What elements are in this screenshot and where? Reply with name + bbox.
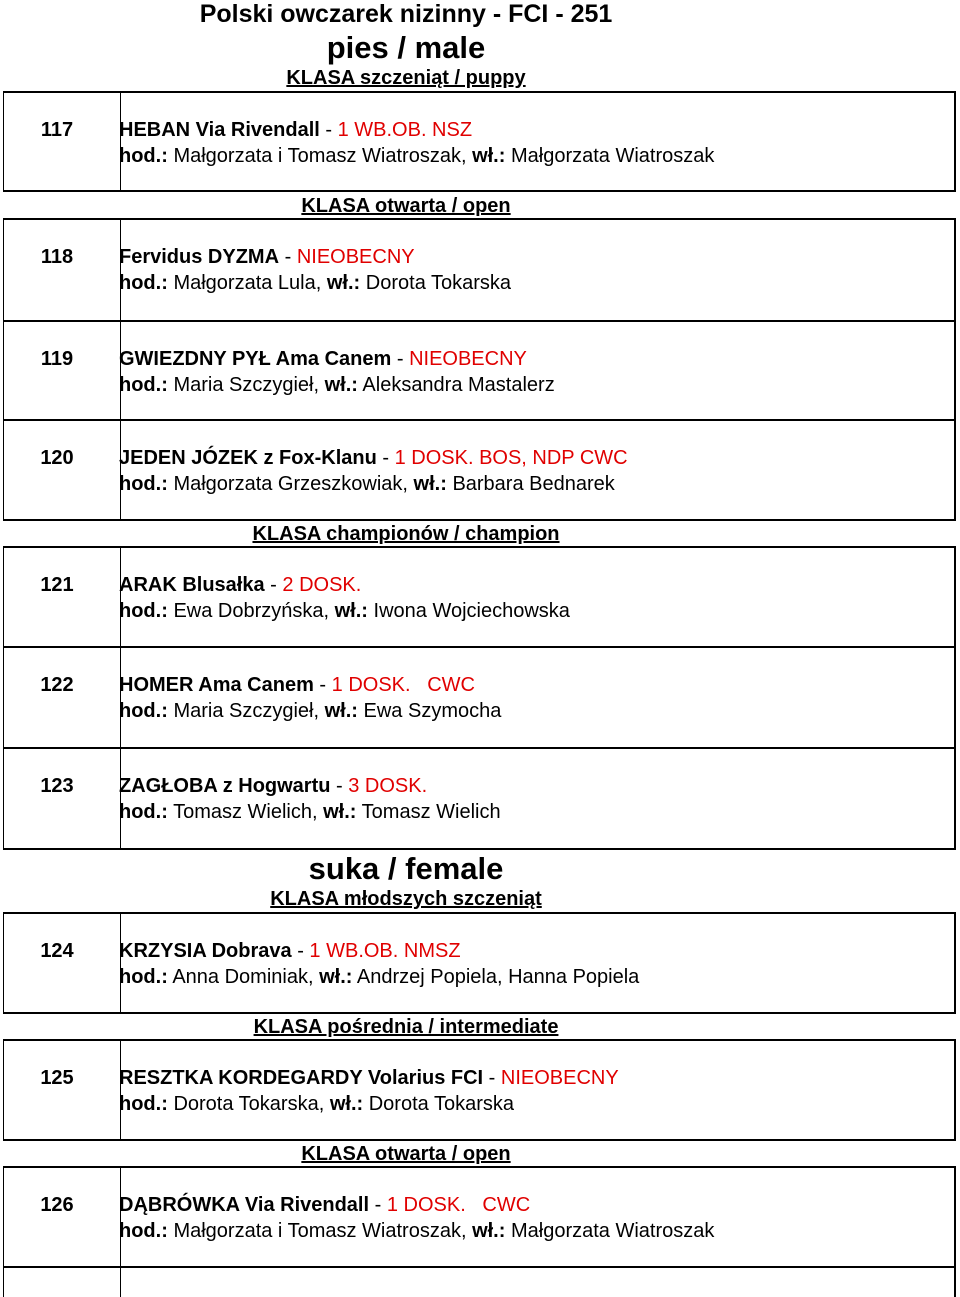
breeder-label: hod.: xyxy=(119,1220,168,1242)
class-heading-intermediate: KLASA pośrednia / intermediate xyxy=(253,1016,559,1038)
breeder: Małgorzata Grzeszkowiak xyxy=(173,473,403,495)
owner-label: wł.: xyxy=(319,966,353,988)
dog-name: Fervidus DYZMA xyxy=(119,246,280,268)
section-male-heading: pies / male xyxy=(326,30,486,65)
entry-row xyxy=(3,419,956,521)
breeder: Maria Szczygieł xyxy=(173,374,314,396)
entry-dog-line: RESZTKA KORDEGARDY Volarius FCI - NIEOBECNY xyxy=(119,1067,619,1089)
entry-breeder-owner-line: hod.: Małgorzata Grzeszkowiak, wł.: Barbara Bednarek xyxy=(119,473,615,495)
breeder-label: hod.: xyxy=(119,473,168,495)
owner-label: wł.: xyxy=(329,1093,364,1115)
entry-breeder-owner-line: hod.: Małgorzata i Tomasz Wiatroszak, wł.: Małgorzata Wiatroszak xyxy=(119,1220,715,1242)
breeder: Małgorzata i Tomasz Wiatroszak xyxy=(173,1220,461,1242)
entry-dog-line: HEBAN Via Rivendall - 1 WB.OB. NSZ xyxy=(119,119,473,141)
entry-number: 126 xyxy=(40,1194,74,1216)
entry-row xyxy=(3,747,956,850)
breeder-label: hod.: xyxy=(119,1093,168,1115)
breeder-label: hod.: xyxy=(119,600,168,622)
entry-number: 124 xyxy=(40,940,74,962)
class-heading-open: KLASA otwarta / open xyxy=(301,195,511,217)
entry-dog-line: ZAGŁOBA z Hogwartu - 3 DOSK. xyxy=(119,775,428,797)
entry-row xyxy=(3,546,956,648)
breeder: Tomasz Wielich xyxy=(173,801,312,823)
entry-number: 119 xyxy=(40,348,74,370)
owner-label: wł.: xyxy=(324,374,358,396)
owner-label: wł.: xyxy=(413,473,447,495)
owner-label: wł.: xyxy=(323,801,357,823)
section-female-heading: suka / female xyxy=(308,851,504,886)
breed-title: Polski owczarek nizinny - FCI - 251 xyxy=(199,0,613,28)
dog-name: ZAGŁOBA z Hogwartu xyxy=(119,775,331,797)
entry-number: 120 xyxy=(40,447,74,469)
entry-breeder-owner-line: hod.: Anna Dominiak, wł.: Andrzej Popiela, Hanna Popiela xyxy=(119,966,640,988)
entry-row xyxy=(3,1166,956,1268)
dog-name: HEBAN Via Rivendall xyxy=(119,119,320,141)
entry-breeder-owner-line: hod.: Dorota Tokarska, wł.: Dorota Tokarska xyxy=(119,1093,514,1115)
result: 1 WB.OB. NSZ xyxy=(337,119,473,141)
breeder-label: hod.: xyxy=(119,374,168,396)
entry-number: 121 xyxy=(40,574,74,596)
class-heading-minor-puppy: KLASA młodszych szczeniąt xyxy=(270,888,542,910)
entry-breeder-owner-line: hod.: Małgorzata i Tomasz Wiatroszak, wł.: Małgorzata Wiatroszak xyxy=(119,145,715,167)
entry-row xyxy=(3,218,956,322)
owner: Małgorzata Wiatroszak xyxy=(510,1220,715,1242)
dog-name: JEDEN JÓZEK z Fox-Klanu xyxy=(119,447,377,469)
breeder: Dorota Tokarska xyxy=(173,1093,319,1115)
dog-name: GWIEZDNY PYŁ Ama Canem xyxy=(119,348,392,370)
class-heading-champion: KLASA championów / champion xyxy=(252,523,560,545)
breeder: Ewa Dobrzyńska xyxy=(173,600,324,622)
entry-number: 118 xyxy=(40,246,74,268)
entry-breeder-owner-line: hod.: Maria Szczygieł, wł.: Aleksandra Mastalerz xyxy=(119,374,555,396)
breeder-label: hod.: xyxy=(119,801,168,823)
owner-label: wł.: xyxy=(334,600,368,622)
breeder-label: hod.: xyxy=(119,966,168,988)
entry-number: 125 xyxy=(40,1067,74,1089)
dog-name: RESZTKA KORDEGARDY Volarius FCI xyxy=(119,1067,484,1089)
result: 1 DOSK. CWC xyxy=(386,1194,531,1216)
dog-name: KRZYSIA Dobrava xyxy=(119,940,292,962)
entry-breeder-owner-line: hod.: Maria Szczygieł, wł.: Ewa Szymocha xyxy=(119,700,502,722)
breeder: Anna Dominiak xyxy=(172,966,308,988)
result: NIEOBECNY xyxy=(296,246,415,268)
entry-dog-line: GWIEZDNY PYŁ Ama Canem - NIEOBECNY xyxy=(119,348,527,370)
breeder: Małgorzata i Tomasz Wiatroszak xyxy=(173,145,461,167)
owner-label: wł.: xyxy=(324,700,358,722)
entry-dog-line: JEDEN JÓZEK z Fox-Klanu - 1 DOSK. BOS, NDP CWC xyxy=(119,447,628,469)
entry-number: 117 xyxy=(40,119,74,141)
breeder-label: hod.: xyxy=(119,700,168,722)
entry-breeder-owner-line: hod.: Ewa Dobrzyńska, wł.: Iwona Wojciechowska xyxy=(119,600,570,622)
owner: Małgorzata Wiatroszak xyxy=(510,145,715,167)
result: 1 DOSK. BOS, NDP CWC xyxy=(394,447,628,469)
entry-row xyxy=(3,912,956,1014)
owner: Aleksandra Mastalerz xyxy=(362,374,555,396)
entry-dog-line: Fervidus DYZMA - NIEOBECNY xyxy=(119,246,415,268)
owner-label: wł.: xyxy=(326,272,361,294)
class-heading-open: KLASA otwarta / open xyxy=(301,1143,511,1165)
result: 3 DOSK. xyxy=(348,775,428,797)
owner: Andrzej Popiela, Hanna Popiela xyxy=(356,966,640,988)
empty-row xyxy=(3,1266,956,1297)
owner-label: wł.: xyxy=(472,145,506,167)
owner: Iwona Wojciechowska xyxy=(373,600,570,622)
class-heading-puppy: KLASA szczeniąt / puppy xyxy=(286,67,526,89)
dog-name: DĄBRÓWKA Via Rivendall xyxy=(119,1194,370,1216)
entry-dog-line: HOMER Ama Canem - 1 DOSK. CWC xyxy=(119,674,475,696)
owner: Ewa Szymocha xyxy=(363,700,502,722)
entry-number: 123 xyxy=(40,775,74,797)
breeder: Maria Szczygieł xyxy=(173,700,314,722)
dog-name: HOMER Ama Canem xyxy=(119,674,314,696)
breeder-label: hod.: xyxy=(119,272,168,294)
result: NIEOBECNY xyxy=(500,1067,619,1089)
entry-dog-line: KRZYSIA Dobrava - 1 WB.OB. NMSZ xyxy=(119,940,461,962)
result: 2 DOSK. xyxy=(282,574,362,596)
result: 1 DOSK. CWC xyxy=(331,674,475,696)
entry-dog-line: ARAK Blusałka - 2 DOSK. xyxy=(119,574,362,596)
breeder-label: hod.: xyxy=(119,145,168,167)
result: NIEOBECNY xyxy=(409,348,527,370)
owner: Dorota Tokarska xyxy=(368,1093,514,1115)
entry-row xyxy=(3,320,956,421)
owner: Dorota Tokarska xyxy=(365,272,512,294)
entry-breeder-owner-line: hod.: Tomasz Wielich, wł.: Tomasz Wielich xyxy=(119,801,501,823)
entry-dog-line: DĄBRÓWKA Via Rivendall - 1 DOSK. CWC xyxy=(119,1194,531,1216)
entry-row xyxy=(3,91,956,192)
owner: Barbara Bednarek xyxy=(452,473,615,495)
column-divider xyxy=(120,1268,121,1297)
breeder: Małgorzata Lula xyxy=(173,272,316,294)
owner-label: wł.: xyxy=(472,1220,506,1242)
entry-breeder-owner-line: hod.: Małgorzata Lula, wł.: Dorota Tokarska xyxy=(119,272,512,294)
entry-number: 122 xyxy=(40,674,74,696)
owner: Tomasz Wielich xyxy=(361,801,501,823)
result: 1 WB.OB. NMSZ xyxy=(309,940,461,962)
entry-row xyxy=(3,1039,956,1141)
dog-name: ARAK Blusałka xyxy=(119,574,265,596)
entry-row xyxy=(3,646,956,749)
